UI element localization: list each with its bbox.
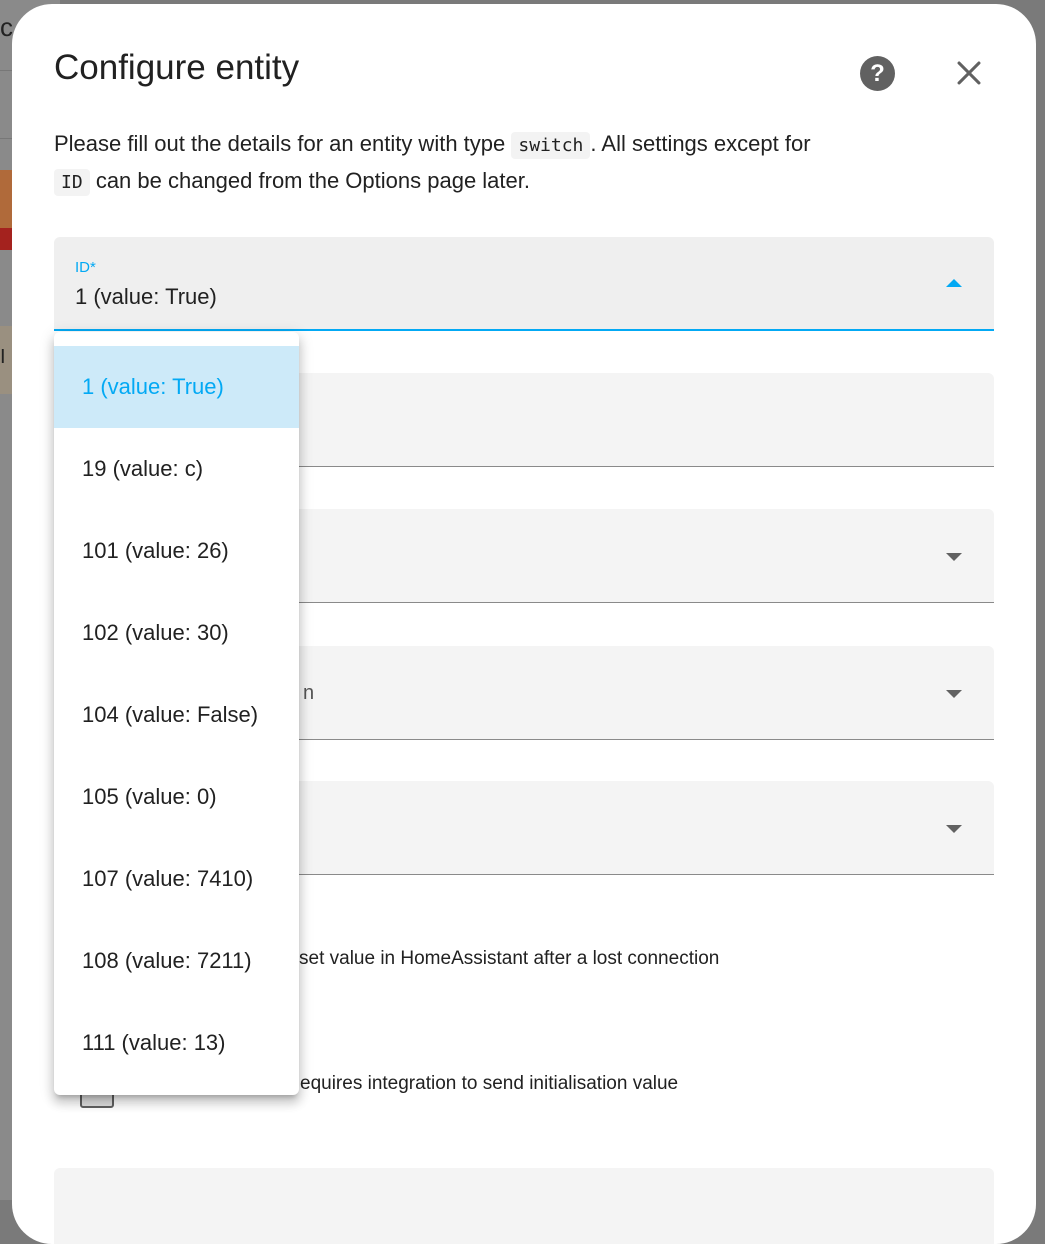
init-checkbox-label: equires integration to send initialisation value (300, 1073, 679, 1094)
chevron-up-icon[interactable] (946, 279, 962, 287)
id-code: ID (54, 169, 90, 196)
description-text: . All settings except for (590, 131, 811, 156)
dropdown-option[interactable]: 101 (value: 26) (82, 538, 229, 563)
chevron-down-icon[interactable] (946, 553, 962, 561)
dialog-title: Configure entity (54, 48, 300, 87)
dropdown-option[interactable]: 19 (value: c) (82, 456, 204, 481)
restore-checkbox-label: set value in HomeAssistant after a lost connection (299, 948, 720, 969)
id-select-label: ID* (75, 259, 96, 276)
dropdown-option[interactable]: 111 (value: 13) (82, 1030, 226, 1055)
id-select[interactable] (54, 237, 994, 331)
id-dropdown-menu (54, 332, 299, 1095)
type-code: switch (511, 132, 590, 159)
help-icon[interactable]: ? (860, 56, 895, 91)
dropdown-option[interactable]: 1 (value: True) (54, 346, 299, 428)
dropdown-option[interactable]: 104 (value: False) (82, 702, 259, 727)
close-icon[interactable] (952, 56, 986, 90)
chevron-down-icon[interactable] (946, 690, 962, 698)
background-text: c (0, 12, 13, 42)
description-text: Please fill out the details for an entity with type (54, 131, 506, 156)
dropdown-option[interactable]: 108 (value: 7211) (82, 948, 252, 973)
select-value-fragment: n (303, 682, 315, 704)
background-text: I (0, 346, 6, 368)
chevron-down-icon[interactable] (946, 825, 962, 833)
description-text: can be changed from the Options page later. (95, 168, 530, 193)
next-field[interactable] (54, 1168, 994, 1244)
dropdown-option[interactable]: 102 (value: 30) (82, 620, 229, 645)
dropdown-option[interactable]: 107 (value: 7410) (82, 866, 254, 891)
dropdown-option[interactable]: 105 (value: 0) (82, 784, 217, 809)
dialog-description (54, 126, 984, 200)
id-select-value: 1 (value: True) (75, 284, 217, 309)
